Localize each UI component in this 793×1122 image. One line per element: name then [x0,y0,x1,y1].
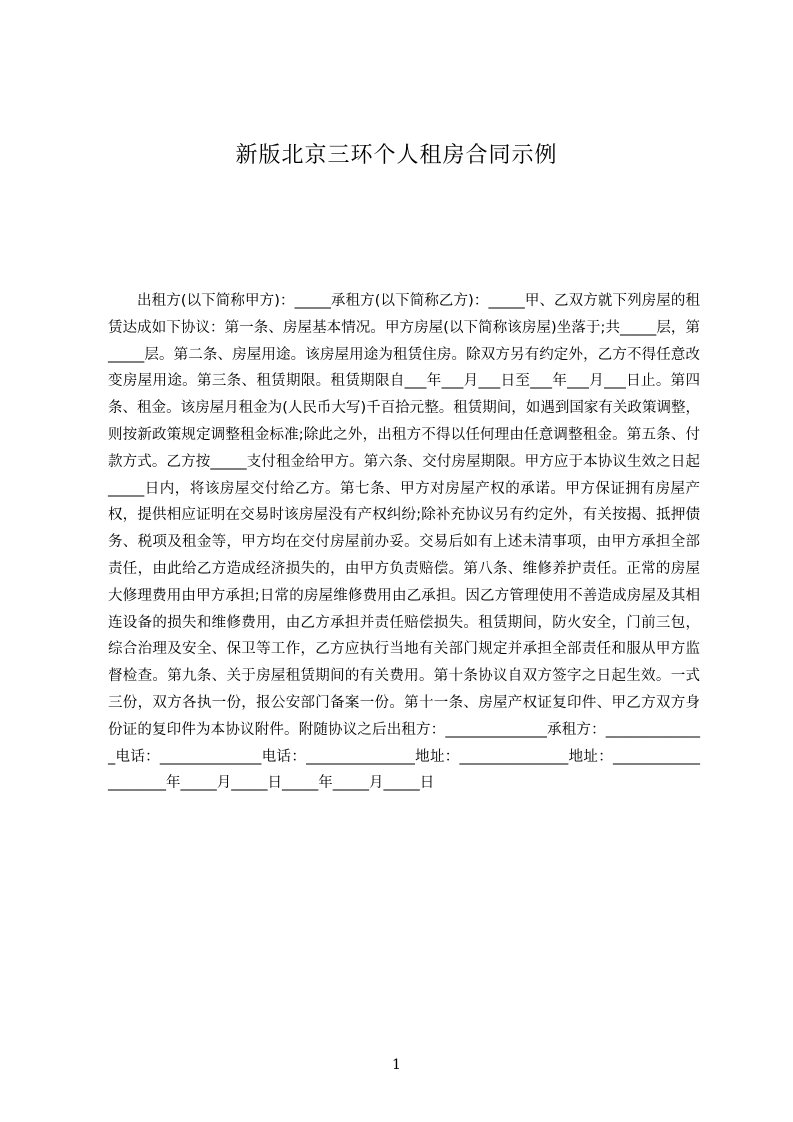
page-number: 1 [392,1057,401,1073]
document-title: 新版北京三环个人租房合同示例 [235,143,558,168]
contract-body-text: 出租方(以下简称甲方)：_____承租方(以下简称乙方)：_____甲、乙双方就下列房屋的租赁达成如下协议：第一条、房屋基本情况。甲方房屋(以下简称该房屋)坐落于;共_____层，第_____层。第二条、房屋用途。该房屋用途为租赁住房。除双方另有约定外，乙方不得任意改变房屋用途。第三条、租赁期限。租赁期限自___年___月___日至___年___月___日止。第四条、租金。该房屋月租金为(人民币大写)千百拾元整。租赁期间，如遇到国家有关政策调整，则按新政策规定调整租金标准;除此之外，出租方不得以任何理由任意调整租金。第五条、付款方式。乙方按_____支付租金给甲方。第六条、交付房屋期限。甲方应于本协议生效之日起_____日内，将该房屋交付给乙方。第七条、甲方对房屋产权的承诺。甲方保证拥有房屋产权，提供相应证明在交易时该房屋没有产权纠纷;除补充协议另有约定外，有关按揭、抵押债务、税项及租金等，甲方均在交付房屋前办妥。交易后如有上述未清事项，由甲方承担全部责任，由此给乙方造成经济损失的，由甲方负责赔偿。第八条、维修养护责任。正常的房屋大修理费用由甲方承担;日常的房屋维修费用由乙承担。因乙方管理使用不善造成房屋及其相连设备的损失和维修费用，由乙方承担并责任赔偿损失。租赁期间，防火安全，门前三包，综合治理及安全、保卫等工作，乙方应执行当地有关部门规定并承担全部责任和服从甲方监督检查。第九条、关于房屋租赁期间的有关费用。第十条协议自双方签字之日起生效。一式三份，双方各执一份，报公安部门备案一份。第十一条、房屋产权证复印件、甲乙方双方身份证的复印件为本协议附件。附随协议之后出租方：______________承租方：______________电话：______________电话：_______________地址：_______________地址：____________________年_____月_____日_____年_____月_____日 [108,293,700,792]
